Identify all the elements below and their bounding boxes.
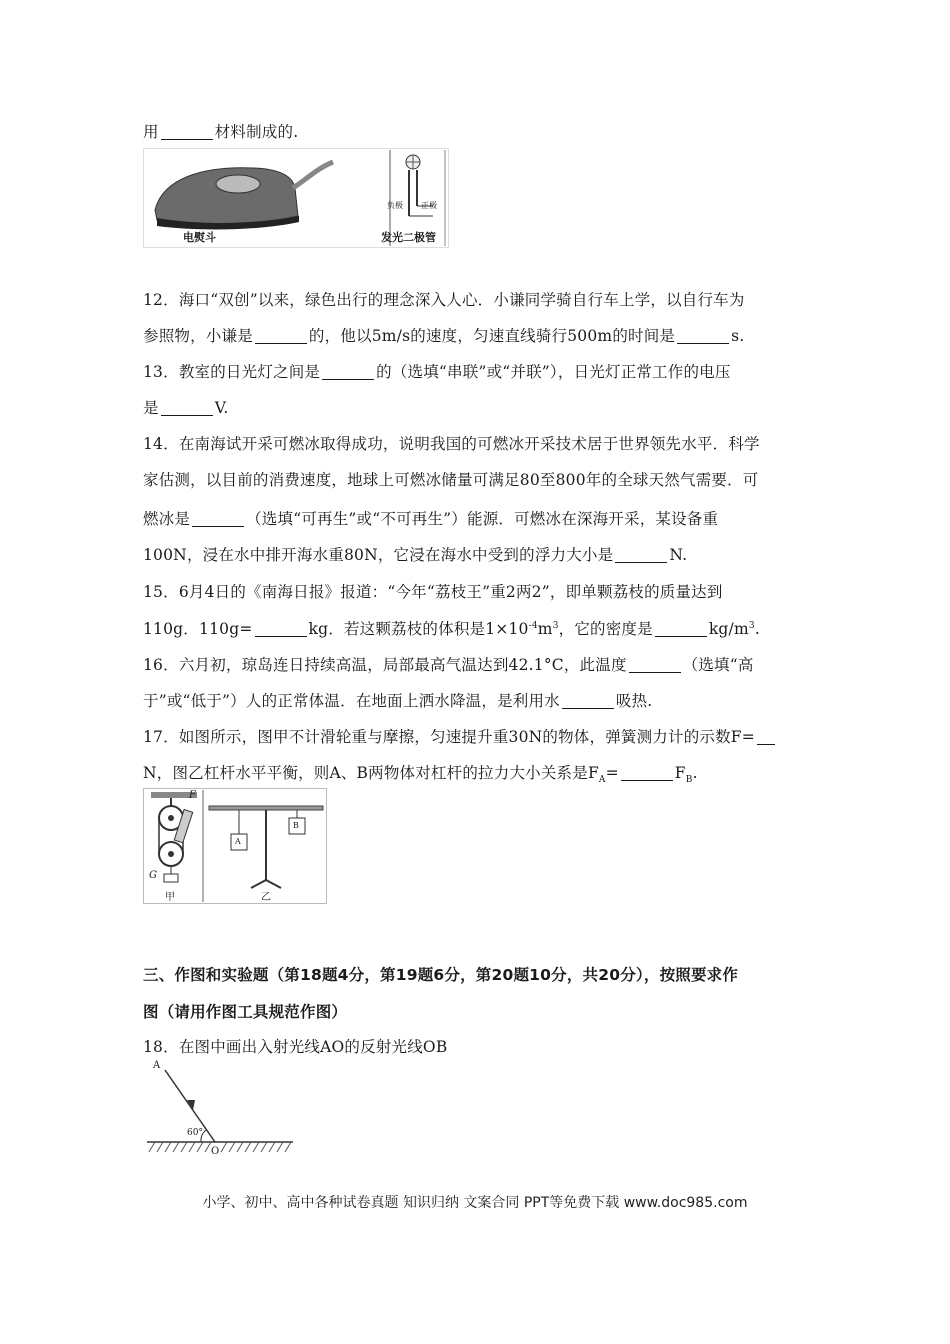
q14-line1: 14．在南海试开采可燃冰取得成功，说明我国的可燃冰开采技术居于世界领先水平．科学 [143,435,760,453]
answer-blank[interactable] [621,765,673,782]
section-3-heading-line1: 三、作图和实验题（第18题4分，第19题6分，第20题10分，共20分），按照要求作 [143,966,739,984]
lever-caption: 乙 [261,892,271,903]
q17-line2: N，图乙杠杆水平平衡，则A、B两物体对杠杆的拉力大小关系是$F_A= F_B$. [143,764,698,786]
answer-blank[interactable] [677,328,729,345]
q15-line1: 15．6月4日的《南海日报》报道：“今年“荔枝王”重2两2”，即单颗荔枝的质量达到 [143,583,723,601]
answer-blank[interactable] [161,124,213,141]
led-pos-label: 正极 [421,201,437,210]
answer-blank[interactable] [192,511,244,528]
lever-label-A: A [235,837,241,846]
q14-line3: 燃冰是 （选填“可再生”或“不可再生”）能源．可燃冰在深海开采，某设备重 [143,510,719,528]
q14-line4: 100N，浸在水中排开海水重80N，它浸在海水中受到的浮力大小是 N. [143,546,688,564]
iron-caption: 电熨斗 [183,231,216,244]
answer-blank[interactable] [757,729,775,746]
figure-iron-led [143,148,449,248]
figure-reflection [143,1060,295,1160]
q12-line1: 12．海口“双创”以来，绿色出行的理念深入人心．小谦同学骑自行车上学，以自行车为 [143,291,745,309]
led-neg-label: 负极 [387,201,403,210]
pulley-lever-drawing [143,788,327,904]
q11-continuation: 用 材料制成的. [143,123,299,141]
page-footer: 小学、初中、高中各种试卷真题 知识归纳 文案合同 PPT等免费下载 www.doc985.com [202,1195,748,1211]
answer-blank[interactable] [562,693,614,710]
answer-blank[interactable] [615,547,667,564]
q14-line2: 家估测，以目前的消费速度，地球上可燃冰储量可满足80至800年的全球天然气需要．可 [143,471,759,489]
q12-line2: 参照物，小谦是 的，他以5m/s的速度，匀速直线骑行500m的时间是 s. [143,327,745,345]
answer-blank[interactable] [255,328,307,345]
q15-line2: 110g．110g= kg．若这颗荔枝的体积是$1\times 10^{-4}m^3$，它的密度是 $kg/m^3$. [143,620,760,638]
reflection-drawing [143,1060,295,1160]
section-3-heading-line2: 图（请用作图工具规范作图） [143,1003,348,1021]
ray-label-A: A [153,1060,161,1071]
led-caption: 发光二极管 [381,231,436,244]
q13-line2: 是 V. [143,399,229,417]
pulley-label-F: F [189,790,196,801]
figure-pulley-lever [143,788,327,904]
answer-blank[interactable] [629,657,681,674]
lever-label-B: B [293,821,299,830]
ray-angle-label: 60° [187,1128,203,1138]
ray-label-O: O [211,1146,220,1157]
q17-line1: 17．如图所示，图甲不计滑轮重与摩擦，匀速提升重30N的物体，弹簧测力计的示数F= [143,725,777,747]
pulley-caption: 甲 [165,892,175,903]
answer-blank[interactable] [255,621,307,638]
q18-text: 18．在图中画出入射光线AO的反射光线OB [143,1038,448,1056]
answer-blank[interactable] [322,364,374,381]
q16-line1: 16．六月初，琼岛连日持续高温，局部最高气温达到42.1°C，此温度 （选填“高 [143,656,754,674]
answer-blank[interactable] [655,621,707,638]
q16-line2: 于”或“低于”）人的正常体温．在地面上洒水降温，是利用水 吸热. [143,692,653,710]
pulley-label-G: G [149,870,157,881]
answer-blank[interactable] [161,400,213,417]
q13-line1: 13．教室的日光灯之间是 的（选填“串联”或“并联”），日光灯正常工作的电压 [143,363,731,381]
